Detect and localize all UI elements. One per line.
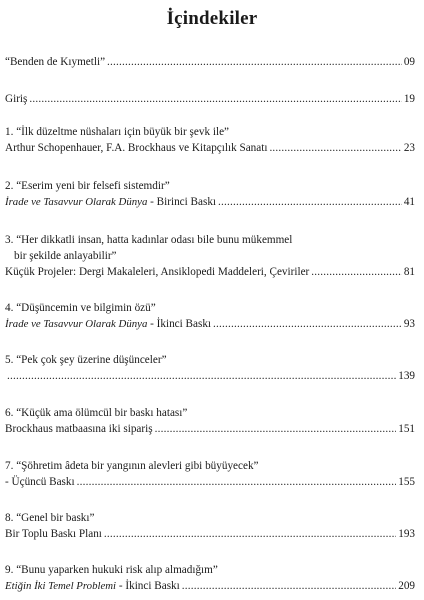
toc-entry-title: “Benden de Kıymetli” [5,56,106,68]
toc-entry-line [5,562,415,578]
toc-entry-book-title: İrade ve Tasavvur Olarak Dünya [5,318,148,330]
toc-entry-subtitle: Arthur Schopenhauer, F.A. Brockhaus ve Kitapçılık Sanatı [5,142,268,154]
toc-entry-title: 5. “Pek çok şey üzerine düşünceler” [5,354,167,366]
toc-entry-edition: - Birinci Baskı [147,196,217,208]
toc-entry-line [5,54,415,70]
toc-entry-subtitle-line [5,368,415,384]
toc-entry-title: 9. “Bunu yaparken hukuki risk alıp almadığım” [5,564,218,576]
toc-entry-title: 1. “İlk düzeltme nüshaları için büyük bir şevk ile” [5,126,229,138]
toc-entry-title: 3. “Her dikkatli insan, hatta kadınlar odası bile bunu mükemmel [5,234,293,246]
toc-entry-edition: - İkinci Baskı [147,318,212,330]
toc-page-number: 151 [398,423,415,435]
toc-entry-subtitle: - Üçüncü Baskı [5,476,75,488]
toc-entry-edition: Brockhaus matbaasına iki sipariş [5,423,153,435]
toc-page-number: 19 [403,93,415,105]
toc-entry[interactable] [5,510,415,542]
toc-entry-line [5,232,415,248]
toc-page-number: 23 [403,142,415,154]
dot-leader [104,526,396,542]
toc-entry-subtitle-line [5,316,415,332]
toc-page-number: 193 [398,528,415,540]
toc-entry-subtitle-line [5,526,415,542]
toc-entry[interactable] [5,178,415,210]
toc-page-number: 93 [403,318,415,330]
toc-entry-book-title: Etiğin İki Temel Problemi [5,580,117,592]
toc-entry-title: Giriş [5,93,28,105]
toc-page-number: 41 [403,196,415,208]
toc-entry-subtitle-line [5,264,415,280]
toc-entry-edition: Bir Toplu Baskı Planı [5,528,102,540]
dot-leader [7,368,396,384]
toc-entry-line [5,510,415,526]
toc-entry[interactable] [5,458,415,490]
toc-entry-line [5,458,415,474]
toc-page-number: 81 [403,266,415,278]
toc-entry-title: 8. “Genel bir baskı” [5,512,95,524]
toc-entry-subtitle-line [5,421,415,437]
dot-leader [182,578,396,594]
dot-leader [29,91,401,107]
toc-entry[interactable] [5,91,415,107]
toc-entry-line [5,248,415,264]
toc-entry[interactable] [5,405,415,437]
toc-entry[interactable] [5,124,415,156]
toc-entry-line [5,405,415,421]
toc-page-number: 155 [398,476,415,488]
toc-entry-title: 6. “Küçük ama ölümcül bir baskı hatası” [5,407,188,419]
toc-page-number: 09 [403,56,415,68]
dot-leader [311,264,402,280]
toc-entry-title: 7. “Şöhretim âdeta bir yangının alevleri gibi büyüyecek” [5,460,259,472]
dot-leader [107,54,402,70]
toc-entry-line [5,352,415,368]
toc-entry[interactable] [5,232,415,280]
toc-entry-subtitle-line [5,474,415,490]
toc-entry-line [5,91,415,107]
toc-entry-subtitle: Küçük Projeler: Dergi Makaleleri, Ansiklopedi Maddeleri, Çeviriler [5,266,310,278]
toc-entry-book-title: İrade ve Tasavvur Olarak Dünya [5,196,148,208]
dot-leader [218,194,402,210]
toc-entry-line [5,124,415,140]
page-title: İçindekiler [166,8,258,29]
dot-leader [155,421,397,437]
toc-page-number: 209 [398,580,415,592]
toc-entry[interactable] [5,54,415,70]
toc-entry-subtitle-line [5,578,415,594]
toc-entry[interactable] [5,300,415,332]
dot-leader [269,140,401,156]
toc-entry[interactable] [5,352,415,384]
toc-entry[interactable] [5,562,415,594]
toc-entry-line [5,178,415,194]
toc-entry-title-cont: bir şekilde anlayabilir” [14,250,117,262]
toc-entry-title: 4. “Düşüncemin ve bilgimin özü” [5,302,156,314]
toc-entry-edition: - İkinci Baskı [116,580,180,592]
toc-entry-line [5,300,415,316]
toc-entry-subtitle-line [5,194,415,210]
toc-entry-subtitle-line [5,140,415,156]
toc-entry-title: 2. “Eserim yeni bir felsefi sistemdir” [5,180,170,192]
dot-leader [213,316,402,332]
toc-page-number: 139 [398,370,415,382]
dot-leader [77,474,397,490]
